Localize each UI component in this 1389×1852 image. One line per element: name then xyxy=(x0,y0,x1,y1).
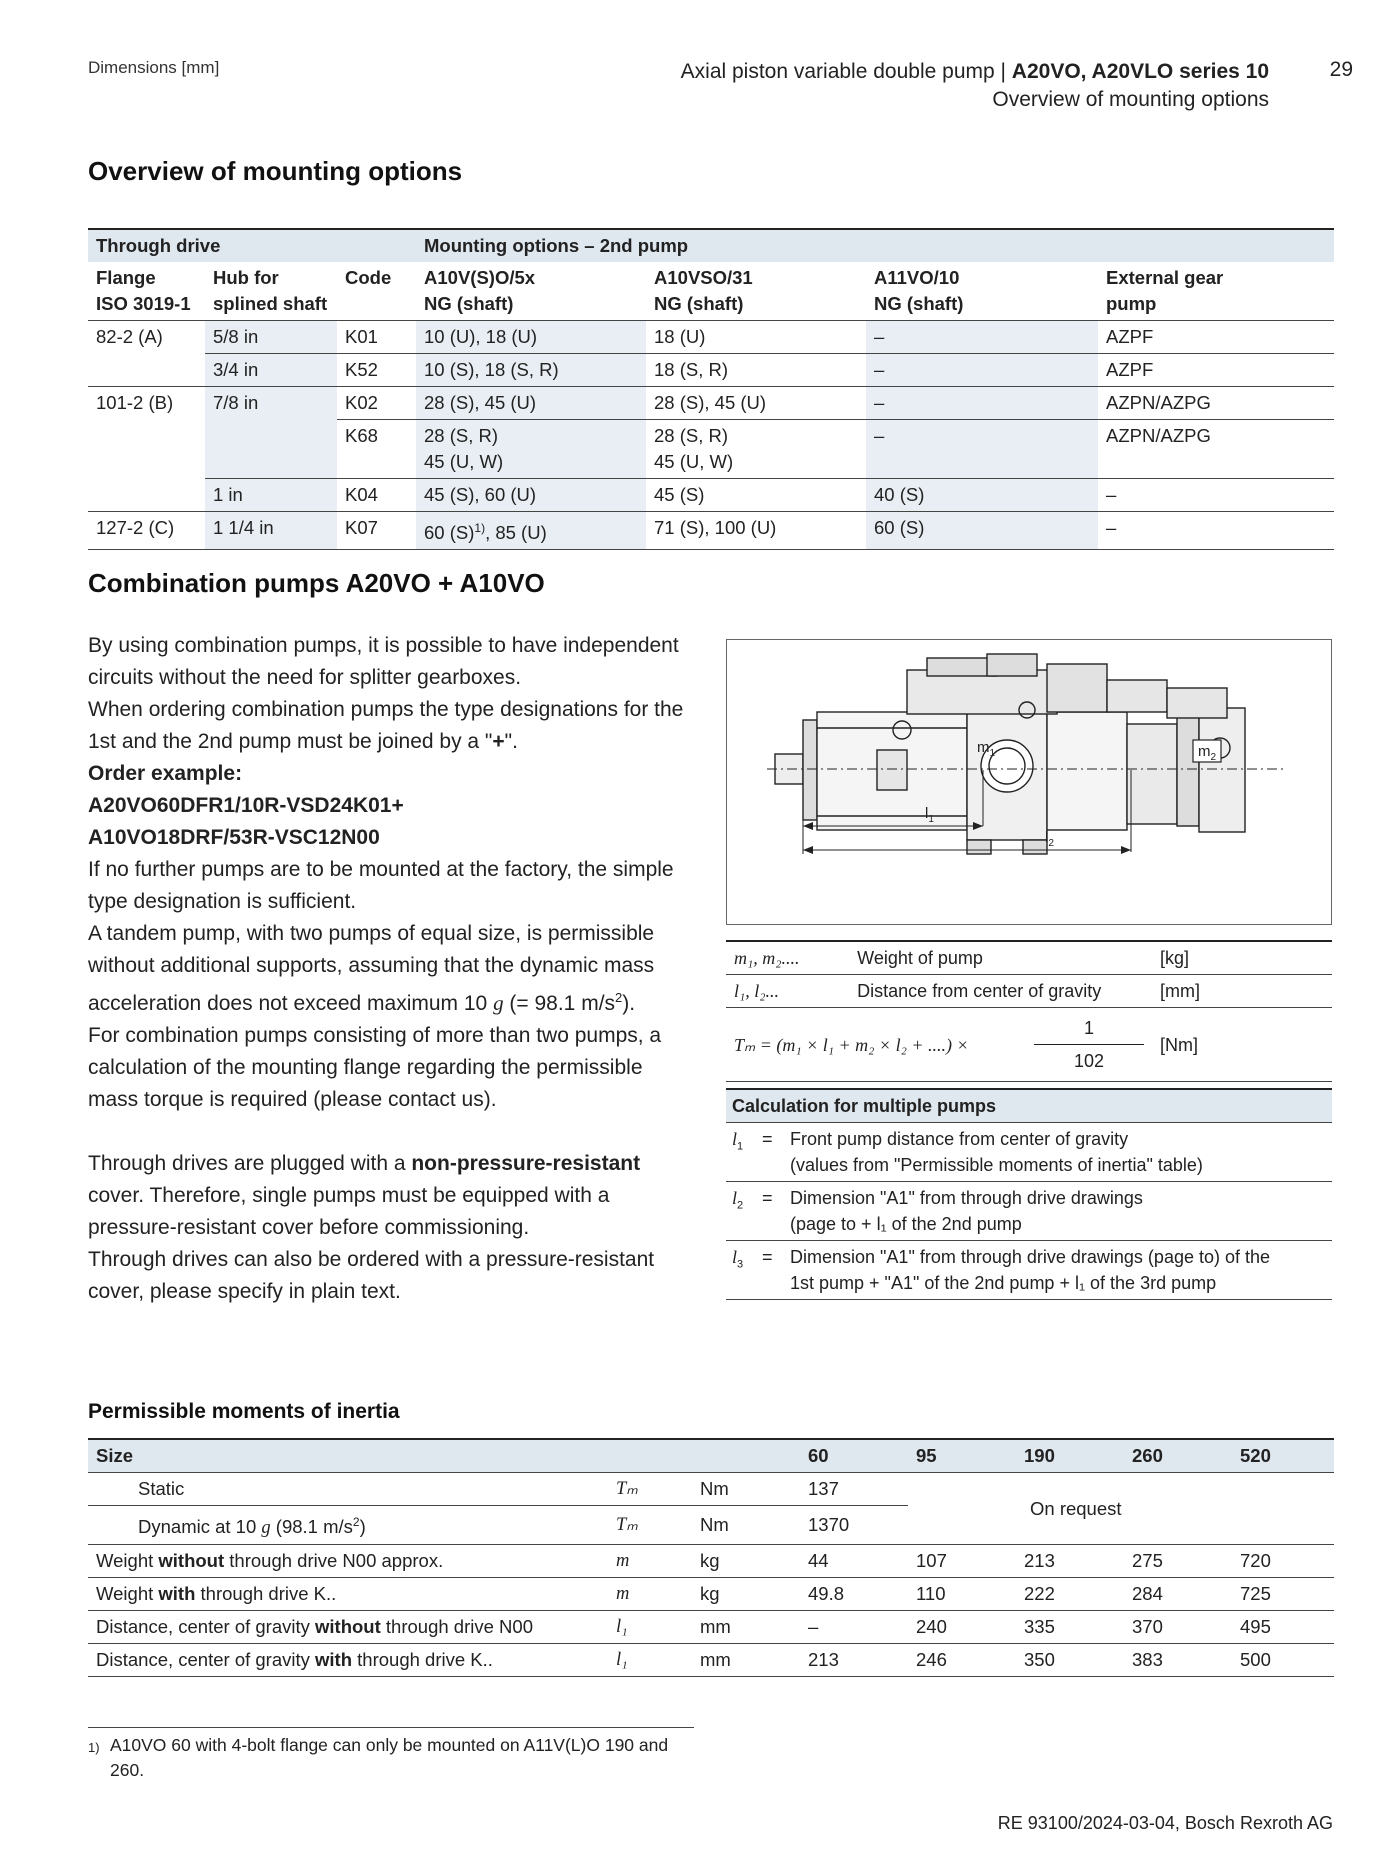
col-header-external-gear: External gear pump xyxy=(1098,262,1334,321)
calc-text: Dimension "A1" from through drive drawings (page to) of the 1st pump + "A1" of the 2nd pump + l₁ of the 3rd pump xyxy=(784,1241,1332,1300)
size-header: 190 xyxy=(1016,1439,1124,1473)
combination-pump-drawing xyxy=(726,639,1332,925)
calc-header-row xyxy=(726,1089,1332,1123)
label-m2: $m_2$ xyxy=(1198,743,1217,763)
cell-a10vso: 45 (S) xyxy=(646,479,866,512)
formula-unit: [Nm] xyxy=(1152,1008,1332,1082)
cell-a11vo: – xyxy=(866,387,1098,420)
row-symbol: Tₘ xyxy=(608,1473,692,1506)
table-row xyxy=(88,479,1334,512)
calc-title: Calculation for multiple pumps xyxy=(726,1089,1332,1123)
cell-value: 275 xyxy=(1124,1545,1232,1578)
cell-value: 1370 xyxy=(800,1506,908,1545)
calc-symbol: $l_2$ xyxy=(726,1182,756,1241)
row-symbol: l₁ xyxy=(608,1644,692,1677)
footnote-divider xyxy=(88,1727,694,1728)
on-request-cell: On request xyxy=(908,1473,1334,1545)
cell-value: – xyxy=(800,1611,908,1644)
cell-value: 246 xyxy=(908,1644,1016,1677)
cell-value: 383 xyxy=(1124,1644,1232,1677)
legend-unit: [kg] xyxy=(1152,941,1332,975)
row-label-dynamic: Dynamic at 10 g (98.1 $m/s^2$) xyxy=(88,1506,608,1545)
row-unit: Nm xyxy=(692,1473,800,1506)
size-header: 520 xyxy=(1232,1439,1334,1473)
cell-value: 222 xyxy=(1016,1578,1124,1611)
header-title-bold: A20VO, A20VLO series 10 xyxy=(1011,60,1269,83)
legend-description: Distance from center of gravity xyxy=(849,975,1152,1008)
cell-ext: – xyxy=(1098,512,1334,550)
cell-value: 44 xyxy=(800,1545,908,1578)
cell-a10vso: 28 (S), 45 (U) xyxy=(646,387,866,420)
order-example-label: Order example: xyxy=(88,762,243,785)
size-header: 95 xyxy=(908,1439,1016,1473)
legend-formula-row xyxy=(726,1008,1332,1082)
cell-value: 49.8 xyxy=(800,1578,908,1611)
calc-text: Dimension "A1" from through drive drawings (page to + l₁ of the 2nd pump xyxy=(784,1182,1332,1241)
section-title-mounting-options: Overview of mounting options xyxy=(88,156,463,186)
cell-hub: 3/4 in xyxy=(205,354,337,387)
inertia-header-row xyxy=(88,1439,1334,1473)
cell-code: K68 xyxy=(337,420,416,479)
col-header-a10v: A10V(S)O/5x NG (shaft) xyxy=(416,262,646,321)
row-symbol: l₁ xyxy=(608,1611,692,1644)
paragraph: When ordering combination pumps the type designations for the 1st and the 2nd pump must be joined by a "+". xyxy=(88,698,684,753)
mounting-options-table xyxy=(88,228,1334,550)
header-title xyxy=(681,58,1269,114)
cell-flange: 101-2 (B) xyxy=(88,387,205,512)
legend-row xyxy=(726,975,1332,1008)
page-number: 29 xyxy=(1329,58,1353,81)
moments-of-inertia-table xyxy=(88,1438,1334,1677)
cell-a10v: 60 $(S)^{1)}$, 85 (U) xyxy=(416,512,646,550)
size-label: Size xyxy=(88,1439,800,1473)
cell-a10vso: 71 (S), 100 (U) xyxy=(646,512,866,550)
cell-ext: AZPN/AZPG xyxy=(1098,420,1334,479)
cell-ext: AZPF xyxy=(1098,354,1334,387)
legend-symbol: m₁, m₂.... xyxy=(726,941,849,975)
size-header: 260 xyxy=(1124,1439,1232,1473)
torque-formula: Tₘ = (m₁ × l₁ + m₂ × l₂ + ....) × xyxy=(734,1034,969,1055)
label-l2: $l_2$ xyxy=(1045,829,1054,849)
cell-hub: 5/8 in xyxy=(205,321,337,354)
label-m1: $m_1$ xyxy=(977,739,996,759)
cell-a11vo: 40 (S) xyxy=(866,479,1098,512)
col-header-flange: Flange ISO 3019-1 xyxy=(88,262,205,321)
calculation-multiple-pumps-table xyxy=(726,1088,1332,1300)
table-row xyxy=(88,1644,1334,1677)
row-label: Distance, center of gravity with through drive K.. xyxy=(88,1644,608,1677)
cell-value: 284 xyxy=(1124,1578,1232,1611)
cell-a11vo: – xyxy=(866,420,1098,479)
table-row xyxy=(88,387,1334,420)
table-row xyxy=(88,1611,1334,1644)
cell-value: 725 xyxy=(1232,1578,1334,1611)
cell-code: K04 xyxy=(337,479,416,512)
cell-hub: 1 1/4 in xyxy=(205,512,337,550)
cell-ext: AZPF xyxy=(1098,321,1334,354)
cell-value: 137 xyxy=(800,1473,908,1506)
legend-unit: [mm] xyxy=(1152,975,1332,1008)
row-symbol: m xyxy=(608,1545,692,1578)
paragraph: If no further pumps are to be mounted at the factory, the simple type designation is sufficient. xyxy=(88,858,674,913)
col-header-hub: Hub for splined shaft xyxy=(205,262,337,321)
pump-drawing-svg xyxy=(727,640,1331,924)
cell-a11vo: 60 (S) xyxy=(866,512,1098,550)
header-subtitle: Overview of mounting options xyxy=(992,88,1269,111)
cell-value: 350 xyxy=(1016,1644,1124,1677)
footnote-ref: 1) xyxy=(474,521,486,535)
table-row xyxy=(88,1545,1334,1578)
calc-text: Front pump distance from center of gravity (values from "Permissible moments of inertia" table) xyxy=(784,1123,1332,1182)
group-header-through-drive: Through drive xyxy=(88,229,416,262)
footnote-mark: 1) xyxy=(88,1740,100,1755)
calc-symbol: $l_1$ xyxy=(726,1123,756,1182)
col-header-a10vso: A10VSO/31 NG (shaft) xyxy=(646,262,866,321)
calc-equals: = xyxy=(756,1123,784,1182)
formula-cell xyxy=(726,1008,1152,1082)
legend-description: Weight of pump xyxy=(849,941,1152,975)
row-symbol: m xyxy=(608,1578,692,1611)
cell-value: 370 xyxy=(1124,1611,1232,1644)
col-header-code: Code xyxy=(337,262,416,321)
row-label-static: Static xyxy=(88,1473,608,1506)
calc-symbol: $l_3$ xyxy=(726,1241,756,1300)
section-title-combination-pumps: Combination pumps A20VO + A10VO xyxy=(88,568,545,598)
row-unit: Nm xyxy=(692,1506,800,1545)
cell-a10vso: 28 (S, R) 45 (U, W) xyxy=(646,420,866,479)
cell-a11vo: – xyxy=(866,354,1098,387)
row-unit: kg xyxy=(692,1545,800,1578)
row-unit: mm xyxy=(692,1611,800,1644)
cell-value: 213 xyxy=(800,1644,908,1677)
cell-a10v: 10 (S), 18 (S, R) xyxy=(416,354,646,387)
legend-row xyxy=(726,941,1332,975)
cell-value: 500 xyxy=(1232,1644,1334,1677)
cell-value: 720 xyxy=(1232,1545,1334,1578)
cell-value: 213 xyxy=(1016,1545,1124,1578)
cell-a11vo: – xyxy=(866,321,1098,354)
cell-code: K52 xyxy=(337,354,416,387)
cell-value: 495 xyxy=(1232,1611,1334,1644)
table-row xyxy=(88,1473,1334,1506)
footnote xyxy=(88,1733,694,1783)
cell-a10v: 10 (U), 18 (U) xyxy=(416,321,646,354)
section-title-inertia: Permissible moments of inertia xyxy=(88,1400,400,1423)
paragraph: Through drives are plugged with a non-pressure-resistant cover. Therefore, single pumps must be equipped with a pressure-resistant cover before commissioning. xyxy=(88,1152,641,1239)
paragraph: A tandem pump, with two pumps of equal size, is permissible without additional supports, assuming that the dynamic mass acceleration does not exceed maximum 10 g (= 98.1 $m/s^2$). xyxy=(88,922,655,1015)
cell-code: K01 xyxy=(337,321,416,354)
paragraph: By using combination pumps, it is possible to have independent circuits without the need for splitter gearboxes. xyxy=(88,634,679,689)
table-row xyxy=(88,321,1334,354)
col-header-a11vo: A11VO/10 NG (shaft) xyxy=(866,262,1098,321)
cell-hub: 7/8 in xyxy=(205,387,337,479)
row-label: Distance, center of gravity without through drive N00 xyxy=(88,1611,608,1644)
row-symbol: Tₘ xyxy=(608,1506,692,1545)
cell-a10v: 28 (S), 45 (U) xyxy=(416,387,646,420)
calc-equals: = xyxy=(756,1241,784,1300)
header-title-plain: Axial piston variable double pump | xyxy=(680,60,1012,83)
cell-ext: – xyxy=(1098,479,1334,512)
cell-flange: 82-2 (A) xyxy=(88,321,205,387)
table-column-header-row xyxy=(88,262,1334,321)
cell-code: K07 xyxy=(337,512,416,550)
combination-pumps-text xyxy=(88,630,698,1308)
cell-a10vso: 18 (S, R) xyxy=(646,354,866,387)
cell-code: K02 xyxy=(337,387,416,420)
cell-ext: AZPN/AZPG xyxy=(1098,387,1334,420)
cell-value: 335 xyxy=(1016,1611,1124,1644)
calc-equals: = xyxy=(756,1182,784,1241)
row-unit: kg xyxy=(692,1578,800,1611)
cell-flange: 127-2 (C) xyxy=(88,512,205,550)
page-footer: RE 93100/2024-03-04, Bosch Rexroth AG xyxy=(997,1813,1333,1833)
formula-fraction: $\frac{1}{102}$ xyxy=(1034,1016,1144,1073)
table-row xyxy=(88,512,1334,550)
cell-a10vso: 18 (U) xyxy=(646,321,866,354)
cell-value: 240 xyxy=(908,1611,1016,1644)
table-row xyxy=(88,1578,1334,1611)
header-section-label: Dimensions [mm] xyxy=(88,58,220,77)
cell-a10v: 45 (S), 60 (U) xyxy=(416,479,646,512)
calc-row xyxy=(726,1123,1332,1182)
calc-row xyxy=(726,1241,1332,1300)
row-label: Weight with through drive K.. xyxy=(88,1578,608,1611)
row-unit: mm xyxy=(692,1644,800,1677)
group-header-mounting: Mounting options – 2nd pump xyxy=(416,229,1334,262)
paragraph: Through drives can also be ordered with a pressure-resistant cover, please specify in plain text. xyxy=(88,1248,655,1303)
row-label: Weight without through drive N00 approx. xyxy=(88,1545,608,1578)
table-row xyxy=(88,354,1334,387)
footnote-text: A10VO 60 with 4-bolt flange can only be mounted on A11V(L)O 190 and 260. xyxy=(110,1735,669,1780)
formula-legend-table xyxy=(726,940,1332,1082)
paragraph: For combination pumps consisting of more than two pumps, a calculation of the mounting flange regarding the permissible mass torque is required (please contact us). xyxy=(88,1024,662,1111)
calc-row xyxy=(726,1182,1332,1241)
cell-a10v: 28 (S, R) 45 (U, W) xyxy=(416,420,646,479)
legend-symbol: l₁, l₂... xyxy=(726,975,849,1008)
order-example-code: A10VO18DRF/53R-VSC12N00 xyxy=(88,826,380,849)
cell-hub: 1 in xyxy=(205,479,337,512)
label-l1: $l_1$ xyxy=(925,805,934,825)
size-header: 60 xyxy=(800,1439,908,1473)
order-example-code: A20VO60DFR1/10R-VSD24K01+ xyxy=(88,794,404,817)
table-group-header-row xyxy=(88,229,1334,262)
cell-value: 107 xyxy=(908,1545,1016,1578)
cell-value: 110 xyxy=(908,1578,1016,1611)
